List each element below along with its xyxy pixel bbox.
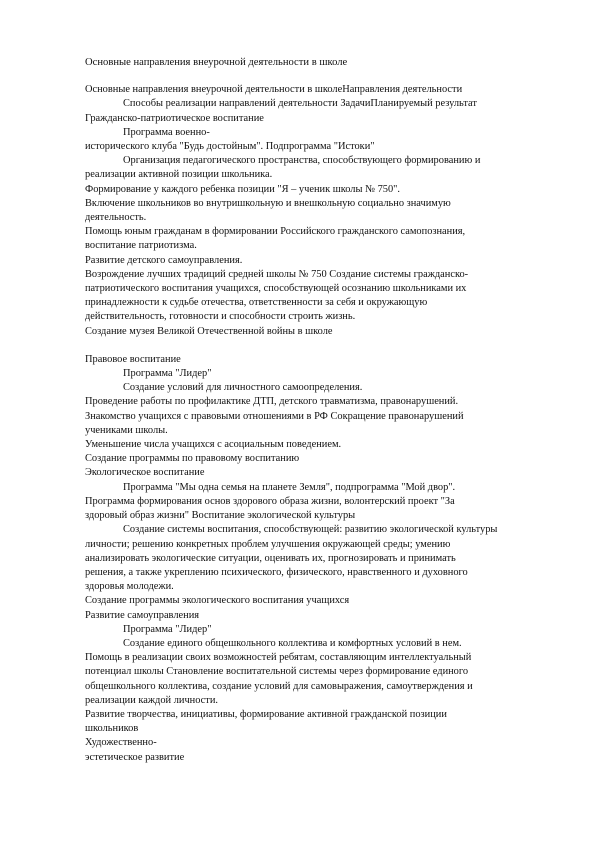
text-line: Создание условий для личностного самоопределения. bbox=[123, 382, 363, 394]
text-line: общешкольного коллектива, создание условий для самовыражения, самоутверждения и bbox=[85, 680, 473, 692]
text-line: Программа "Мы одна семья на планете Земля", подпрограмма "Мой двор". bbox=[123, 481, 456, 493]
text-line: Помощь юным гражданам в формировании Российского гражданского самопознания, bbox=[85, 226, 466, 238]
text-line: здоровый образ жизни" Воспитание экологической культуры bbox=[85, 510, 356, 522]
text-line: Программа "Лидер" bbox=[123, 368, 212, 380]
text-line: Экологическое воспитание bbox=[85, 467, 205, 479]
text-line: Художественно- bbox=[85, 737, 157, 749]
text-line: Создание программы по правовому воспитанию bbox=[85, 453, 300, 465]
document-title: Основные направления внеурочной деятельности в школе bbox=[85, 57, 348, 68]
text-line: реализации каждой личности. bbox=[85, 694, 218, 706]
text-line: Развитие детского самоуправления. bbox=[85, 254, 243, 266]
text-line: Проведение работы по профилактике ДТП, детского травматизма, правонарушений. bbox=[85, 396, 459, 408]
text-line: реализации активной позиции школьника. bbox=[85, 169, 273, 181]
text-line: Включение школьников во внутришкольную и внешкольную социально значимую bbox=[85, 197, 451, 209]
text-line: личности; решению конкретных проблем улучшения окружающей среды; умению bbox=[85, 538, 451, 550]
text-line: Знакомство учащихся с правовыми отношениями в РФ Сокращение правонарушений bbox=[85, 410, 464, 422]
text-line: решения, а также укреплению психического, физического, нравственного и духовного bbox=[85, 566, 468, 578]
text-line: Правовое воспитание bbox=[85, 353, 181, 365]
document-body bbox=[85, 83, 555, 765]
text-line: Развитие самоуправления bbox=[85, 609, 200, 621]
text-line: Гражданско-патриотическое воспитание bbox=[85, 112, 264, 124]
text-line: Возрождение лучших традиций средней школы № 750 Создание системы гражданско- bbox=[85, 268, 469, 280]
text-line: Создание программы экологического воспитания учащихся bbox=[85, 595, 350, 607]
text-line: Способы реализации направлений деятельности ЗадачиПланируемый результат bbox=[123, 98, 477, 110]
blank-line bbox=[85, 339, 555, 353]
text-line: потенциал школы Становление воспитательной системы через формирование единого bbox=[85, 666, 469, 678]
text-line: действительность, готовности и способности строить жизнь. bbox=[85, 311, 356, 323]
text-line: патриотического воспитания учащихся, способствующей осознанию школьниками их bbox=[85, 283, 467, 295]
document-page bbox=[85, 56, 555, 765]
text-line: Создание системы воспитания, способствующей: развитию экологической культуры bbox=[123, 524, 498, 536]
text-line: Программа формирования основ здорового образа жизни, волонтерский проект "За bbox=[85, 495, 455, 507]
text-line: Развитие творчества, инициативы, формирование активной гражданской позиции bbox=[85, 708, 447, 720]
text-line: деятельность. bbox=[85, 212, 147, 224]
text-line: Помощь в реализации своих возможностей ребятам, составляющим интеллектуальный bbox=[85, 652, 472, 664]
text-line: школьников bbox=[85, 723, 139, 735]
text-line: Создание единого общешкольного коллектива и комфортных условий в нем. bbox=[123, 637, 462, 649]
text-line: Создание музея Великой Отечественной войны в школе bbox=[85, 325, 333, 337]
text-line: исторического клуба "Будь достойным". Подпрограмма "Истоки" bbox=[85, 141, 375, 153]
text-line: Формирование у каждого ребенка позиции "Я – ученик школы № 750". bbox=[85, 183, 401, 195]
text-line: Основные направления внеурочной деятельности в школеНаправления деятельности bbox=[85, 84, 463, 96]
text-line: анализировать экологические ситуации, оценивать их, прогнозировать и принимать bbox=[85, 552, 456, 564]
text-line: учениками школы. bbox=[85, 424, 168, 436]
text-line: Организация педагогического пространства, способствующего формированию и bbox=[123, 155, 481, 167]
text-line: Программа "Лидер" bbox=[123, 623, 212, 635]
text-line: здоровья молодежи. bbox=[85, 581, 174, 593]
text-line: эстетическое развитие bbox=[85, 751, 185, 763]
text-line: принадлежности к судьбе отечества, ответственности за себя и окружающую bbox=[85, 297, 428, 309]
text-line: Программа военно- bbox=[123, 126, 210, 138]
text-line: Уменьшение числа учащихся с асоциальным поведением. bbox=[85, 439, 342, 451]
text-line: воспитание патриотизма. bbox=[85, 240, 197, 252]
